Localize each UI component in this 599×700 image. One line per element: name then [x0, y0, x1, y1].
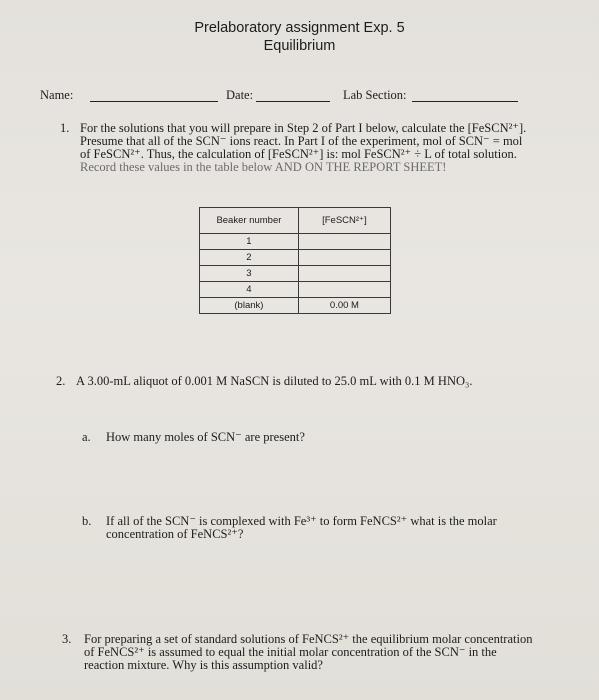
section-label: Lab Section:: [343, 88, 407, 102]
name-blank[interactable]: [90, 101, 218, 102]
question-line: of FeNCS²⁺ is assumed to equal the initial molar concentration of the SCN⁻ in the: [84, 645, 497, 659]
question-line: reaction mixture. Why is this assumption valid?: [84, 658, 323, 672]
question-line: If all of the SCN⁻ is complexed with Fe³⁺ to form FeNCS²⁺ what is the molar: [106, 514, 497, 528]
question-number: 3.: [62, 632, 72, 646]
date-blank[interactable]: [256, 101, 330, 102]
section-blank[interactable]: [412, 101, 518, 102]
page-title: Prelaboratory assignment Exp. 5: [194, 20, 405, 36]
question-number: 1.: [60, 121, 70, 135]
question-number: 2.: [56, 374, 66, 388]
question-line: For the solutions that you will prepare in Step 2 of Part I below, calculate the [FeSCN²⁺].: [80, 121, 527, 135]
table-row: [200, 234, 391, 250]
concentration-cell[interactable]: [298, 282, 390, 298]
beaker-cell: 1: [200, 234, 299, 250]
question-text: A 3.00-mL aliquot of 0.001 M NaSCN is diluted to 25.0 mL with 0.1 M HNO₃.: [76, 374, 473, 388]
table-row: [200, 282, 391, 298]
question-number: b.: [82, 514, 92, 528]
question-1: [60, 121, 570, 174]
page-subtitle: Equilibrium: [263, 38, 336, 54]
concentration-cell: 0.00 M: [298, 298, 390, 314]
concentration-table: [199, 207, 391, 314]
student-info-row: [40, 88, 580, 106]
concentration-cell[interactable]: [298, 234, 390, 250]
question-line: concentration of FeNCS²⁺?: [106, 527, 244, 541]
table-header-row: [200, 208, 391, 234]
column-header: [FeSCN²⁺]: [298, 208, 390, 234]
question-line: Presume that all of the SCN⁻ ions react. In Part I of the experiment, mol of SCN⁻ = mol: [80, 134, 523, 148]
question-line: For preparing a set of standard solutions of FeNCS²⁺ the equilibrium molar concentration: [84, 632, 533, 646]
table-row: [200, 298, 391, 314]
question-2: [56, 374, 473, 388]
question-number: a.: [82, 430, 91, 444]
beaker-cell: 4: [200, 282, 299, 298]
question-3: [62, 632, 564, 672]
question-line: Record these values in the table below AND ON THE REPORT SHEET!: [80, 160, 447, 174]
column-header: Beaker number: [200, 208, 299, 234]
date-label: Date:: [226, 88, 254, 102]
question-2b: [82, 514, 566, 541]
question-line: of FeSCN²⁺. Thus, the calculation of [FeSCN²⁺] is: mol FeSCN²⁺ ÷ L of total solution.: [80, 147, 517, 161]
beaker-cell: 3: [200, 266, 299, 282]
table-row: [200, 250, 391, 266]
beaker-cell: (blank): [200, 298, 299, 314]
question-2a: [82, 430, 305, 444]
concentration-cell[interactable]: [298, 250, 390, 266]
beaker-cell: 2: [200, 250, 299, 266]
concentration-cell[interactable]: [298, 266, 390, 282]
name-label: Name:: [40, 88, 74, 102]
question-text: How many moles of SCN⁻ are present?: [106, 430, 305, 444]
table-row: [200, 266, 391, 282]
